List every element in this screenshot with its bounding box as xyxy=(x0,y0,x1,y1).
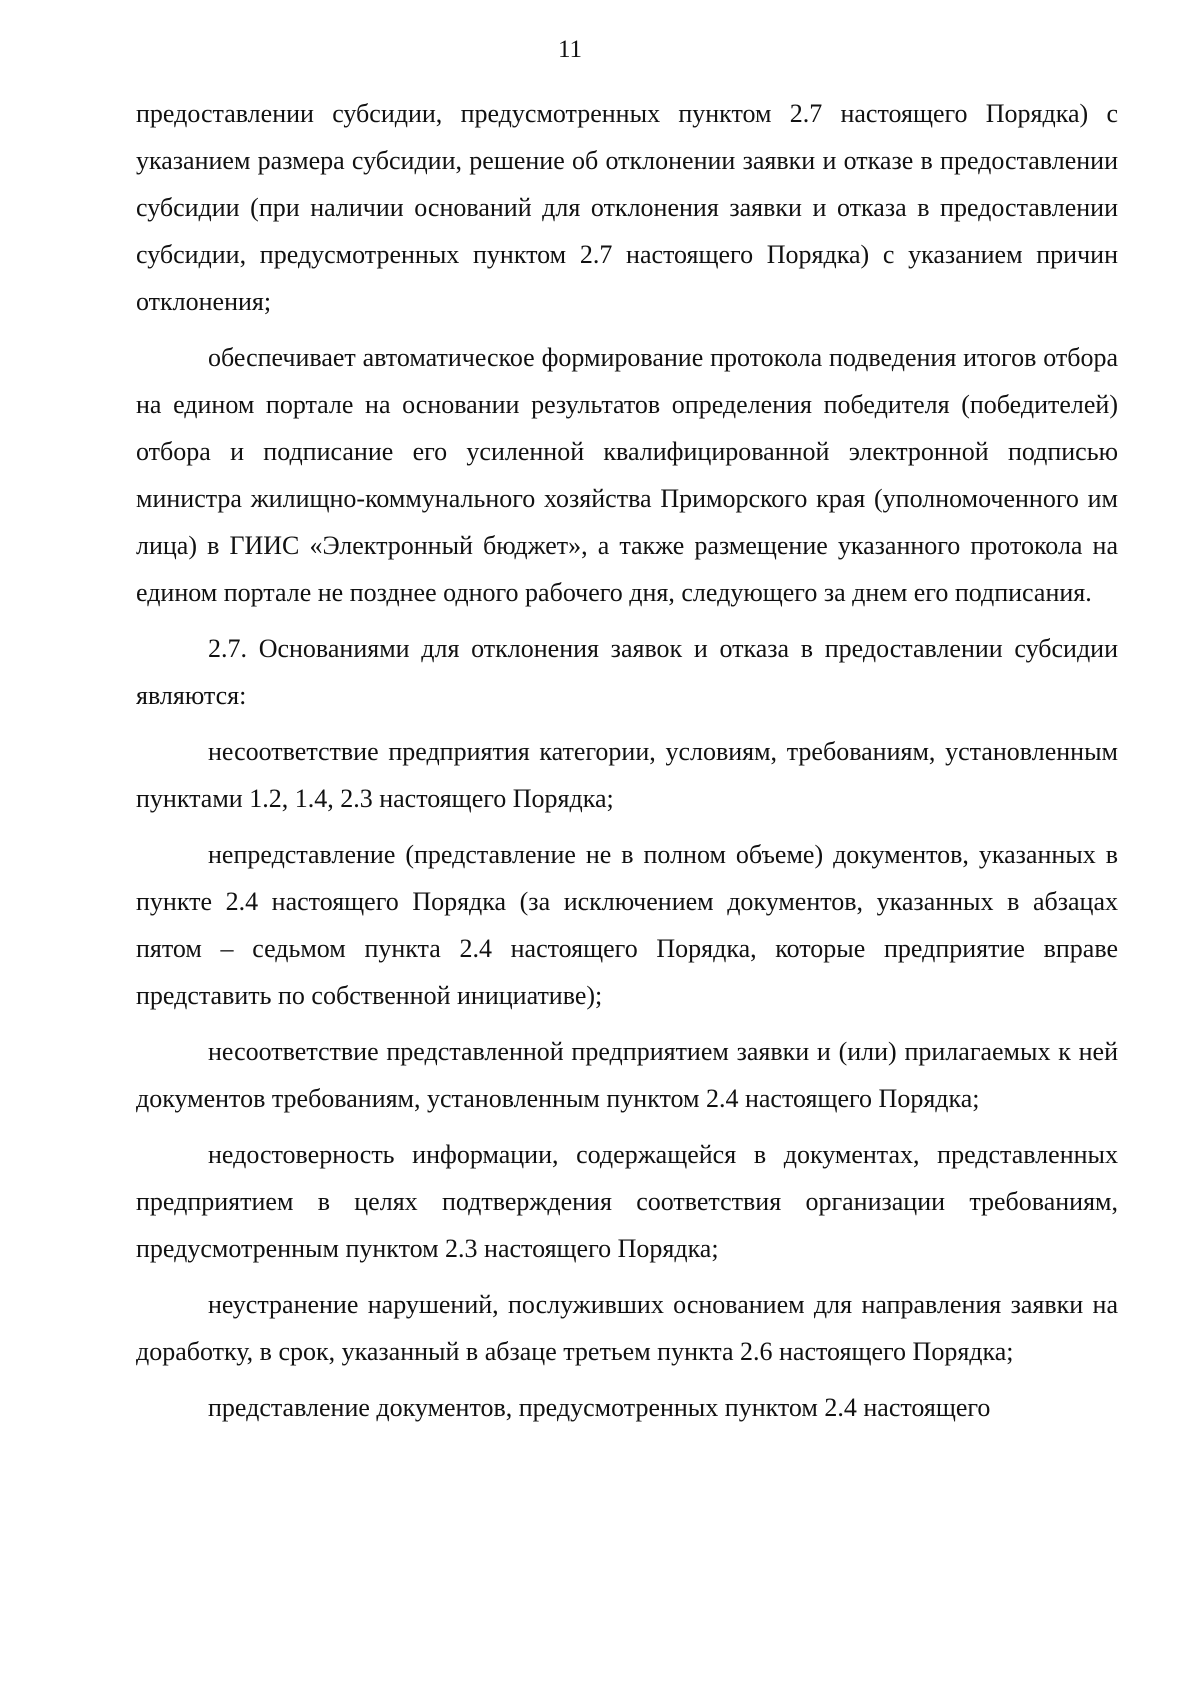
paragraph: предоставлении субсидии, предусмотренных пунктом 2.7 настоящего Порядка) с указанием размера субсидии, решение об отклонении заявки и отказе в предоставлении субсидии (при наличии оснований для отклонения заявки и отказа в предоставлении субсидии, предусмотренных пунктом 2.7 настоящего Порядка) с указанием причин отклонения; xyxy=(136,99,1118,316)
paragraph: неустранение нарушений, послуживших основанием для направления заявки на доработку, в срок, указанный в абзаце третьем пункта 2.6 настоящего Порядка; xyxy=(136,1290,1118,1366)
paragraph: 2.7. Основаниями для отклонения заявок и отказа в предоставлении субсидии являются: xyxy=(136,634,1118,710)
paragraph: несоответствие представленной предприятием заявки и (или) прилагаемых к ней документов требованиям, установленным пунктом 2.4 настоящего Порядка; xyxy=(136,1037,1118,1113)
paragraph: непредставление (представление не в полном объеме) документов, указанных в пункте 2.4 настоящего Порядка (за исключением документов, указанных в абзацах пятом – седьмом пункта 2.4 настоящего Порядка, которые предприятие вправе представить по собственной инициативе); xyxy=(136,840,1118,1010)
paragraph: недостоверность информации, содержащейся в документах, представленных предприятием в целях подтверждения соответствия организации требованиям, предусмотренным пунктом 2.3 настоящего Порядка; xyxy=(136,1140,1118,1263)
page-number: 11 xyxy=(557,36,583,63)
paragraph: представление документов, предусмотренных пунктом 2.4 настоящего xyxy=(208,1393,991,1422)
paragraph: несоответствие предприятия категории, условиям, требованиям, установленным пунктами 1.2, 1.4, 2.3 настоящего Порядка; xyxy=(136,737,1118,813)
paragraph: обеспечивает автоматическое формирование протокола подведения итогов отбора на едином портале на основании результатов определения победителя (победителей) отбора и подписание его усиленной квалифицированной электронной подписью министра жилищно-коммунального хозяйства Приморского края (уполномоченного им лица) в ГИИС «Электронный бюджет», а также размещение указанного протокола на едином портале не позднее одного рабочего дня, следующего за днем его подписания. xyxy=(136,343,1118,607)
document-body xyxy=(136,90,1118,1440)
